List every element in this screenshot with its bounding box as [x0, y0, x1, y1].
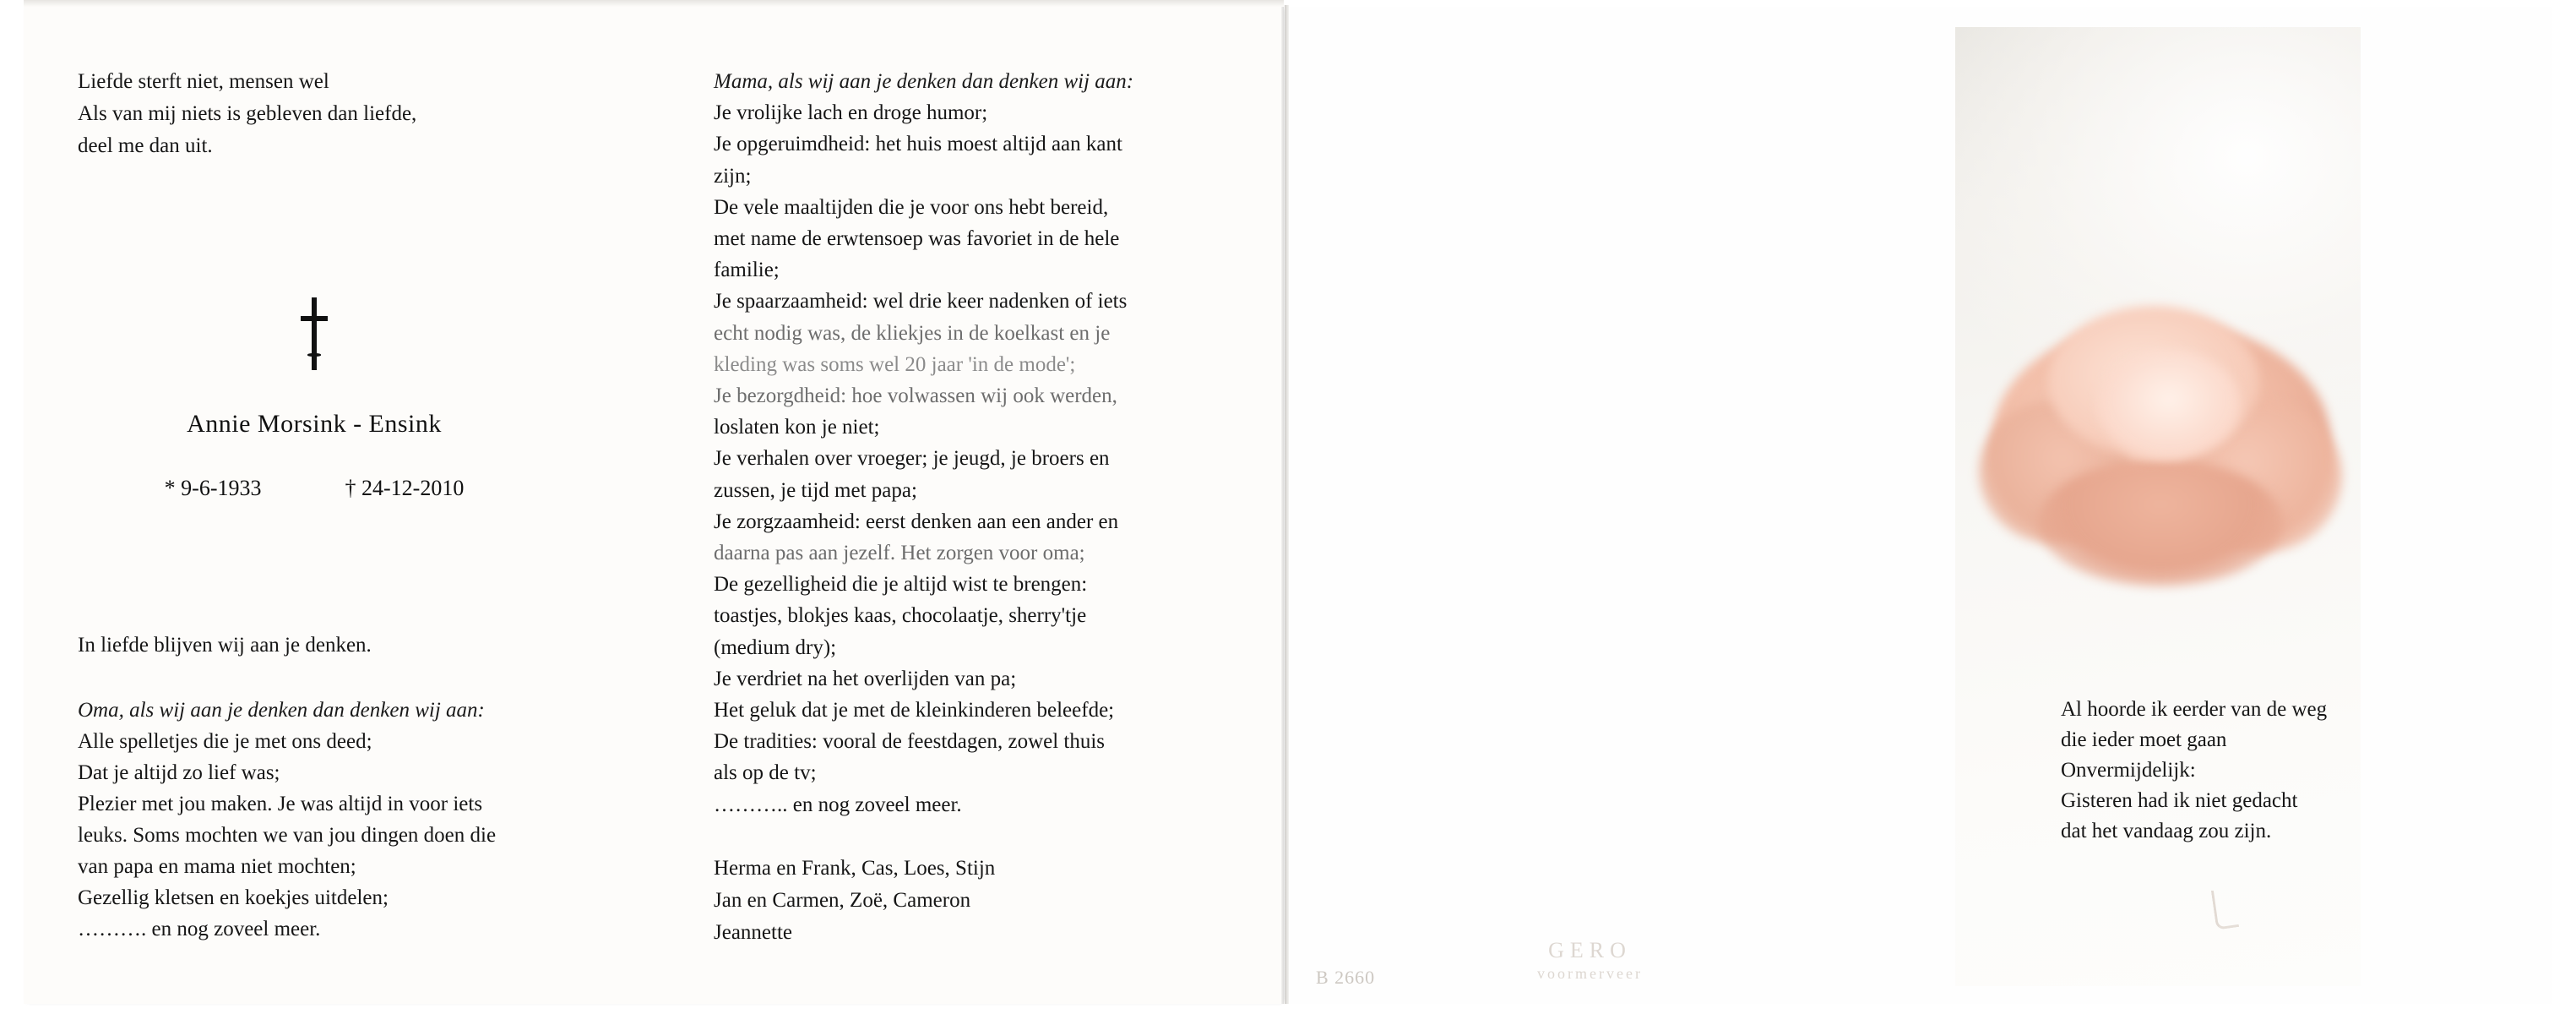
oma-line: van papa en mama niet mochten; [78, 855, 356, 878]
scanned-page-right [1289, 7, 2552, 1004]
oma-line: Alle spelletjes die je met ons deed; [78, 730, 372, 753]
page-top-edge [24, 0, 1284, 7]
mama-line: loslaten kon je niet; [714, 416, 880, 439]
publisher-code: B 2660 [1316, 967, 1376, 988]
cross-icon [299, 297, 329, 370]
oma-line: Plezier met jou maken. Je was altijd in voor iets [78, 793, 483, 815]
mama-line: Je verdriet na het overlijden van pa; [714, 667, 1017, 690]
photo-caption-line: die ieder moet gaan [2061, 728, 2227, 751]
mama-line: Je bezorgdheid: hoe volwassen wij ook werden, [714, 384, 1117, 408]
mama-line: Je opgeruimdheid: het huis moest altijd aan kant [714, 133, 1122, 156]
photo-caption-line: Gisteren had ik niet gedacht [2061, 789, 2298, 812]
mama-line: De gezelligheid die je altijd wist te brengen: [714, 573, 1088, 597]
mama-line: ……….. en nog zoveel meer. [714, 793, 962, 816]
cross-icon-base [307, 353, 321, 357]
oma-intro: Oma, als wij aan je denken dan denken wij aan: [78, 699, 485, 722]
mama-line: Je vrolijke lach en droge humor; [714, 101, 988, 125]
publisher-brand-sub: voormerveer [1537, 965, 1643, 982]
mama-line: toastjes, blokjes kaas, chocolaatje, sherry'tje [714, 604, 1087, 628]
oma-line: Gezellig kletsen en koekjes uitdelen; [78, 886, 389, 909]
rose-illustration [1970, 299, 2352, 586]
signoff-block [714, 853, 1254, 949]
photo-caption-line: dat het vandaag zou zijn. [2061, 820, 2272, 842]
mama-line: met name de erwtensoep was favoriet in de hele [714, 227, 1120, 251]
mama-line: Het geluk dat je met de kleinkinderen beleefde; [714, 699, 1115, 722]
mama-line: (medium dry); [714, 635, 837, 659]
publisher-brand: GERO [1548, 938, 1632, 962]
birth-date: * 9-6-1933 [164, 476, 262, 500]
rose-petal-center [2097, 350, 2241, 460]
rose-petal [2038, 460, 2283, 586]
photo-caption-line: Onvermijdelijk: [2061, 759, 2196, 782]
oma-line: ………. en nog zoveel meer. [78, 918, 321, 940]
mama-line: daarna pas aan jezelf. Het zorgen voor oma; [714, 542, 1085, 565]
mama-line: De vele maaltijden die je voor ons hebt bereid, [714, 195, 1109, 219]
photo-caption-line: Al hoorde ik eerder van de weg [2061, 698, 2328, 721]
deceased-name: Annie Morsink - Ensink [187, 410, 442, 438]
mama-line: als op de tv; [714, 761, 817, 785]
mama-line: Je spaarzaamheid: wel drie keer nadenken of iets [714, 290, 1128, 313]
cross-icon-horizontal [301, 316, 328, 321]
mama-line: zijn; [714, 164, 752, 188]
photo-caption [2061, 695, 2424, 847]
oma-line: leuks. Soms mochten we van jou dingen doen die [78, 824, 497, 847]
cross-icon-vertical [312, 297, 317, 370]
mama-line: Je zorgzaamheid: eerst denken aan een ander en [714, 510, 1119, 533]
mama-line: echt nodig was, de kliekjes in de koelkast en je [714, 321, 1111, 345]
publisher-logo [1537, 938, 1643, 983]
opening-verse-line-1: Liefde sterft niet, mensen wel [78, 70, 329, 93]
mama-line: familie; [714, 259, 780, 282]
mama-line: Je verhalen over vroeger; je jeugd, je broers en [714, 447, 1110, 471]
opening-verse-block [78, 66, 635, 162]
opening-verse-line-2: Als van mij niets is gebleven dan liefde, [78, 102, 417, 125]
cross-icon-wrapper [78, 297, 551, 374]
rose-stem [2211, 887, 2239, 930]
mama-tribute-block [714, 66, 1254, 949]
signoff-line: Jan en Carmen, Zoë, Cameron [714, 888, 971, 912]
mama-intro: Mama, als wij aan je denken dan denken wij aan: [714, 70, 1134, 93]
oma-tribute-block [78, 695, 635, 945]
oma-line: Dat je altijd zo lief was; [78, 761, 280, 784]
mama-line: De tradities: vooral de feestdagen, zowel thuis [714, 730, 1106, 754]
in-love-line: In liefde blijven wij aan je denken. [78, 634, 372, 657]
mama-line: zussen, je tijd met papa; [714, 478, 917, 502]
signoff-line: Herma en Frank, Cas, Loes, Stijn [714, 856, 996, 880]
opening-verse-line-3: deel me dan uit. [78, 134, 213, 157]
mama-line: kleding was soms wel 20 jaar 'in de mode'; [714, 352, 1076, 376]
death-date: † 24-12-2010 [345, 476, 465, 500]
life-dates [78, 476, 551, 501]
signoff-line: Jeannette [714, 920, 793, 944]
